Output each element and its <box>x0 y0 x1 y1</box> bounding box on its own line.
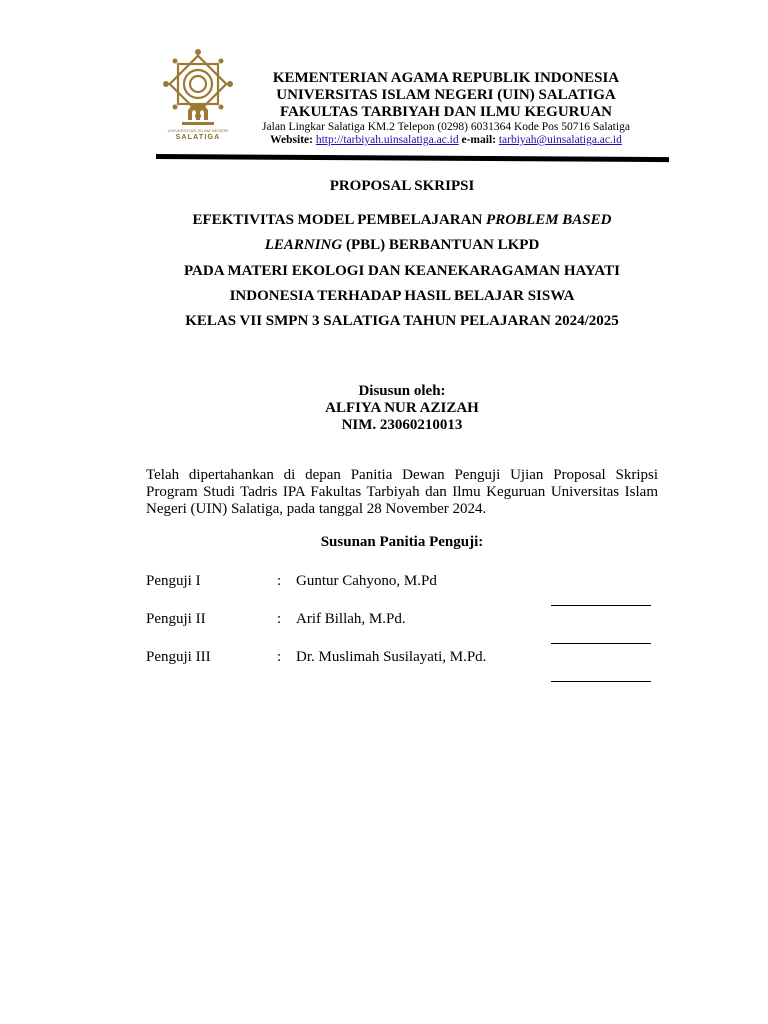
letterhead-divider <box>156 154 669 162</box>
title-line-2 <box>146 237 658 254</box>
logo-caption-small: UNIVERSITAS ISLAM NEGERI <box>167 128 229 133</box>
website-label: Website: <box>270 134 313 146</box>
examiner-role: Penguji II <box>146 611 206 627</box>
committee-heading: Susunan Panitia Penguji: <box>320 534 484 550</box>
letterhead <box>256 70 636 147</box>
email-label: e-mail: <box>461 134 496 146</box>
title-l1-prefix: EFEKTIVITAS MODEL PEMBELAJARAN <box>192 212 487 228</box>
title-l2-suffix: (PBL) BERBANTUAN LKPD <box>342 237 540 253</box>
signature-line <box>551 681 651 682</box>
website-link[interactable]: http://tarbiyah.uinsalatiga.ac.id <box>315 134 459 146</box>
examiner-role: Penguji I <box>146 573 201 589</box>
examiner-name: Dr. Muslimah Susilayati, M.Pd. <box>296 649 487 665</box>
signature-line <box>551 643 651 644</box>
title-l1-italic: PROBLEM BASED <box>486 212 612 228</box>
logo-caption: SALATIGA <box>175 134 221 141</box>
signature-line <box>551 605 651 606</box>
examiner-role: Penguji III <box>146 649 211 665</box>
ministry-name: KEMENTERIAN AGAMA REPUBLIK INDONESIA <box>272 70 620 86</box>
address: Jalan Lingkar Salatiga KM.2 Telepon (0298) 6031364 Kode Pos 50716 Salatiga <box>262 121 630 133</box>
author-label: Disusun oleh: <box>358 383 446 399</box>
examiner-name: Arif Billah, M.Pd. <box>296 611 406 627</box>
defense-statement: Telah dipertahankan di depan Panitia Dewan Penguji Ujian Proposal Skripsi Program Studi Tadris IPA Fakultas Tarbiyah dan Ilmu Keguruan Universitas Islam Negeri (UIN) Salatiga, pada tanggal 28 November 2024. <box>146 467 658 517</box>
examiner-separator: : <box>277 649 282 665</box>
author-nim: NIM. 23060210013 <box>341 417 463 433</box>
university-name: UNIVERSITAS ISLAM NEGERI (UIN) SALATIGA <box>276 87 616 103</box>
examiner-separator: : <box>277 611 282 627</box>
contact-line <box>256 134 636 147</box>
examiner-separator: : <box>277 573 282 589</box>
title-line-4: INDONESIA TERHADAP HASIL BELAJAR SISWA <box>229 288 575 304</box>
author-name: ALFIYA NUR AZIZAH <box>325 400 479 416</box>
title-line-3: PADA MATERI EKOLOGI DAN KEANEKARAGAMAN HAYATI <box>183 263 620 279</box>
faculty-name: FAKULTAS TARBIYAH DAN ILMU KEGURUAN <box>280 104 612 120</box>
email-link[interactable]: tarbiyah@uinsalatiga.ac.id <box>498 134 622 146</box>
document-type: PROPOSAL SKRIPSI <box>329 178 475 194</box>
title-l2-italic: LEARNING <box>264 237 343 253</box>
examiner-name: Guntur Cahyono, M.Pd <box>296 573 437 589</box>
title-line-5: KELAS VII SMPN 3 SALATIGA TAHUN PELAJARAN 2024/2025 <box>185 313 619 329</box>
title-line-1 <box>146 212 658 229</box>
